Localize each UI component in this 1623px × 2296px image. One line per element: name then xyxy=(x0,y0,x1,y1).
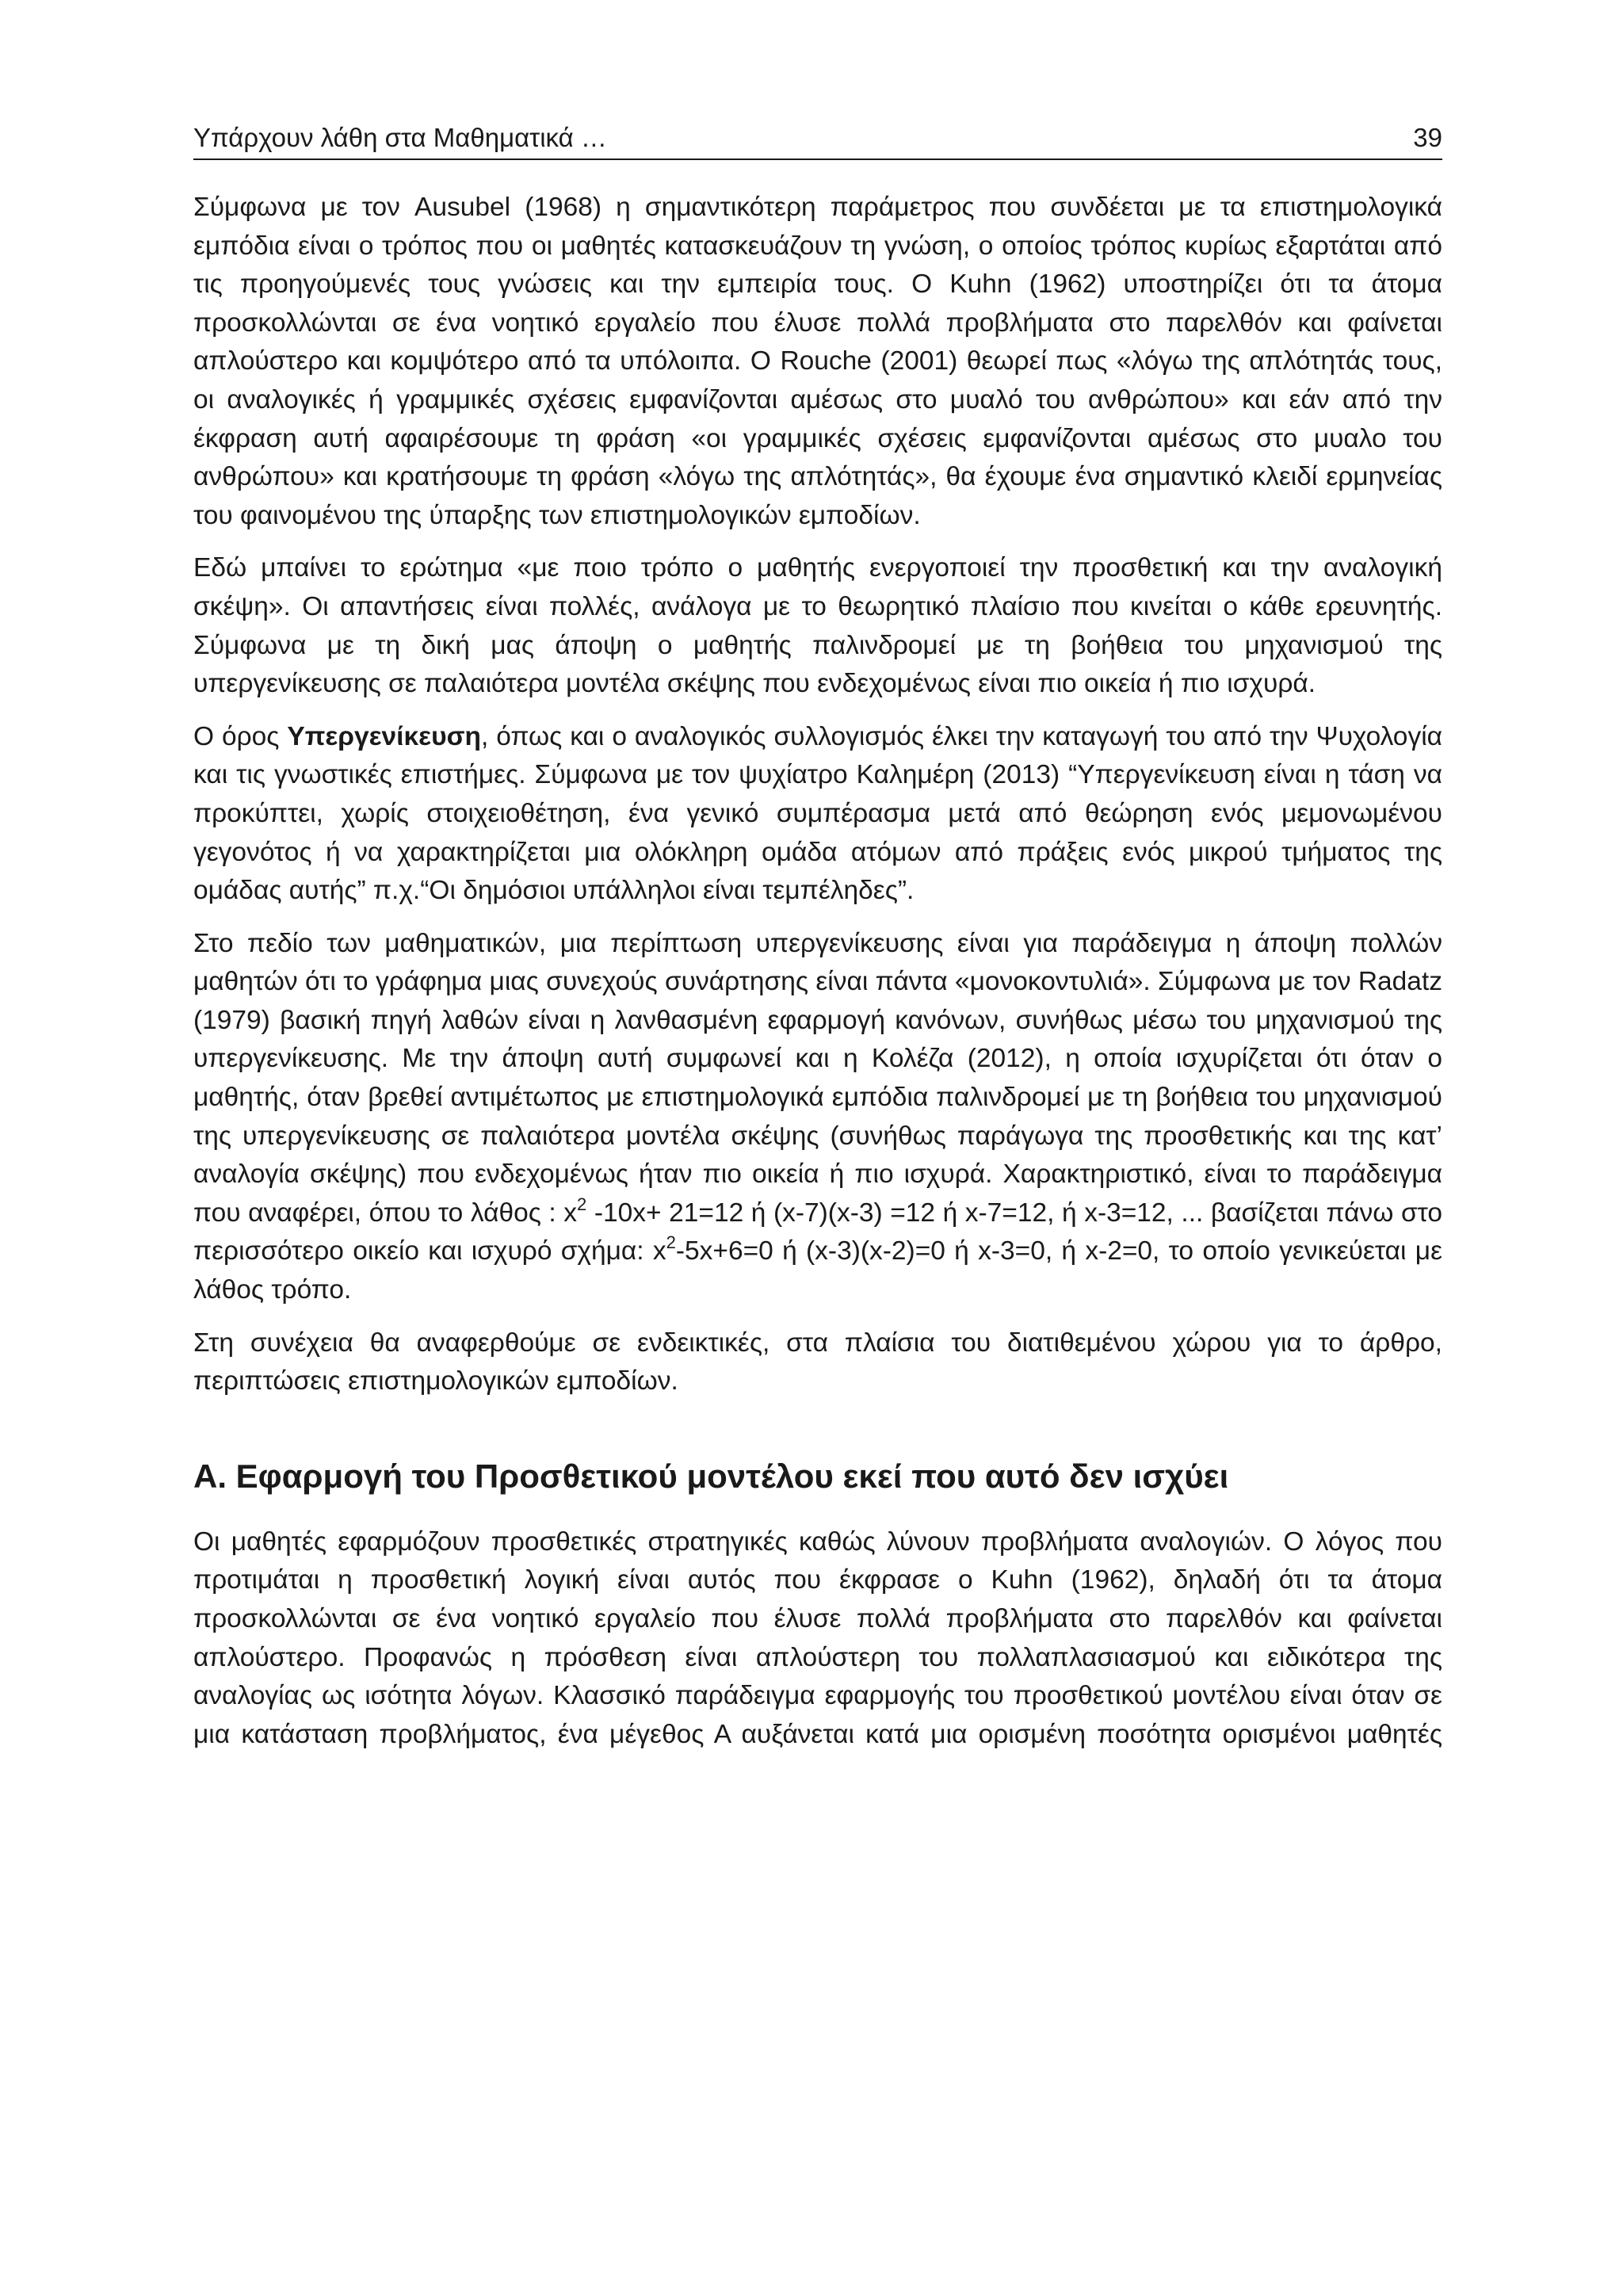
paragraph-text-before: Ο όρος xyxy=(193,721,288,751)
superscript-exponent: 2 xyxy=(577,1194,587,1214)
paragraph-question: Εδώ μπαίνει το ερώτημα «με ποιο τρόπο ο μαθητής ενεργοποιεί την προσθετική και την αναλογική σκέψη». Οι απαντήσεις είναι πολλές, ανάλογα με το θεωρητικό πλαίσιο που κινείται ο κάθε ερευνητής. Σύμφωνα με τη δική μας άποψη ο μαθητής παλινδρομεί με τη βοήθεια του μηχανισμού της υπεργενίκευσης σε παλαιότερα μοντέλα σκέψης που ενδεχομένως είναι πιο οικεία ή πιο ισχυρά. xyxy=(193,553,1442,699)
paragraph-transition: Στη συνέχεια θα αναφερθούμε σε ενδεικτικές, στα πλαίσια του διατιθεμένου χώρου για το άρθρο, περιπτώσεις επιστημολογικών εμποδίων. xyxy=(193,1328,1442,1396)
paragraph-additive-model: Οι μαθητές εφαρμόζουν προσθετικές στρατηγικές καθώς λύνουν προβλήματα αναλογιών. Ο λόγος που προτιμάται η προσθετική λογική είναι αυτός που έκφρασε ο Kuhn (1962), δηλαδή ότι τα άτομα προσκολλώνται σε ένα νοητικό εργαλείο που έλυσε πολλά προβλήματα στο παρελθόν και φαίνεται απλούστερο. Προφανώς η πρόσθεση είναι απλούστερη του πολλαπλασιασμού και ειδικότερα της αναλογίας ως ισότητα λόγων. Κλασσικό παράδειγμα εφαρμογής του προσθετικού μοντέλου είναι όταν σε μια κατάσταση προβλήματος, ένα μέγεθος Α αυξάνεται κατά μια ορισμένη ποσότητα ορισμένοι μαθητές xyxy=(193,1526,1442,1749)
paragraph-ausubel: Σύμφωνα με τον Ausubel (1968) η σημαντικότερη παράμετρος που συνδέεται με τα επιστημολογικά εμπόδια είναι ο τρόπος που οι μαθητές κατασκευάζουν τη γνώση, ο οποίος τρόπος κυρίως εξαρτάται από τις προηγούμενές τους γνώσεις και την εμπειρία τους. Ο Kuhn (1962) υποστηρίζει ότι τα άτομα προσκολλώνται σε ένα νοητικό εργαλείο που έλυσε πολλά προβλήματα στο παρελθόν και φαίνεται απλούστερο και κομψότερο από τα υπόλοιπα. Ο Rouche (2001) θεωρεί πως «λόγω της απλότητάς τους, οι αναλογικές ή γραμμικές σχέσεις εμφανίζονται αμέσως στο μυαλό του ανθρώπου» και εάν από την έκφραση αυτή αφαιρέσουμε τη φράση «οι γραμμικές σχέσεις εμφανίζονται αμέσως στο μυαλο του ανθρώπου» και κρατήσουμε τη φράση «λόγω της απλότητάς», θα έχουμε ένα σημαντικό κλειδί ερμηνείας του φαινομένου της ύπαρξης των επιστημολογικών εμποδίων. xyxy=(193,193,1442,530)
paragraph-text-part2: -10x+ 21=12 ή (x-7)(x-3) =12 ή x-7=12, ή x-3=12, ... βασίζεται πάνω στο περισσότερο οικείο και ισχυρό σχήμα: x xyxy=(193,1198,1443,1266)
paragraph-text-part3: -5x+6=0 ή (x-3)(x-2)=0 ή x-3=0, ή x-2=0, το οποίο γενικεύεται με λάθος τρόπο. xyxy=(193,1236,1443,1305)
page-number: 39 xyxy=(1413,123,1442,152)
superscript-exponent: 2 xyxy=(666,1232,676,1253)
section-heading: Α. Εφαρμογή του Προσθετικού μοντέλου εκεί που αυτό δεν ισχύει xyxy=(193,1457,1229,1495)
running-title: Υπάρχουν λάθη στα Μαθηματικά … xyxy=(193,123,607,152)
paragraph-text-after: , όπως και ο αναλογικός συλλογισμός έλκει την καταγωγή του από την Ψυχολογία και τις γνωστικές επιστήμες. Σύμφωνα με τον ψυχίατρο Καλημέρη (2013) “Υπεργενίκευση είναι η τάση να προκύπτει, χωρίς στοιχειοθέτηση, ένα γενικό συμπέρασμα μετά από θεώρηση ενός μεμονωμένου γεγονότος ή να χαρακτηρίζεται μια ολόκληρη ομάδα ατόμων από πράξεις ενός μικρού τμήματος της ομάδας αυτής” π.χ.“Οι δημόσιοι υπάλληλοι είναι τεμπέληδες”. xyxy=(193,721,1443,906)
paragraph-text-part1: Στο πεδίο των μαθηματικών, μια περίπτωση υπεργενίκευσης είναι για παράδειγμα η άποψη πολλών μαθητών ότι το γράφημα μιας συνεχούς συνάρτησης είναι πάντα «μονοκοντυλιά». Σύμφωνα με τον Radatz (1979) βασική πηγή λαθών είναι η λανθασμένη εφαρμογή κανόνων, συνήθως μέσω του μηχανισμού της υπεργενίκευσης. Με την άποψη αυτή συμφωνεί και η Κολέζα (2012), η οποία ισχυρίζεται ότι όταν ο μαθητής, όταν βρεθεί αντιμέτωπος με επιστημολογικά εμπόδια παλινδρομεί με τη βοήθεια του μηχανισμού της υπεργενίκευσης σε παλαιότερα μοντέλα σκέψης (συνήθως παράγωγα της προσθετικής και της κατ’ αναλογία σκέψης) που ενδεχομένως ήταν πιο οικεία ή πιο ισχυρά. Χαρακτηριστικό, είναι το παράδειγμα που αναφέρει, όπου το λάθος : x xyxy=(193,928,1442,1228)
paragraph-mathematics-example xyxy=(193,925,1442,1310)
paragraph-overgeneralization-term xyxy=(193,718,1442,911)
bold-term: Υπεργενίκευση xyxy=(287,721,481,751)
running-header xyxy=(193,117,1442,160)
main-content xyxy=(193,189,1442,1768)
